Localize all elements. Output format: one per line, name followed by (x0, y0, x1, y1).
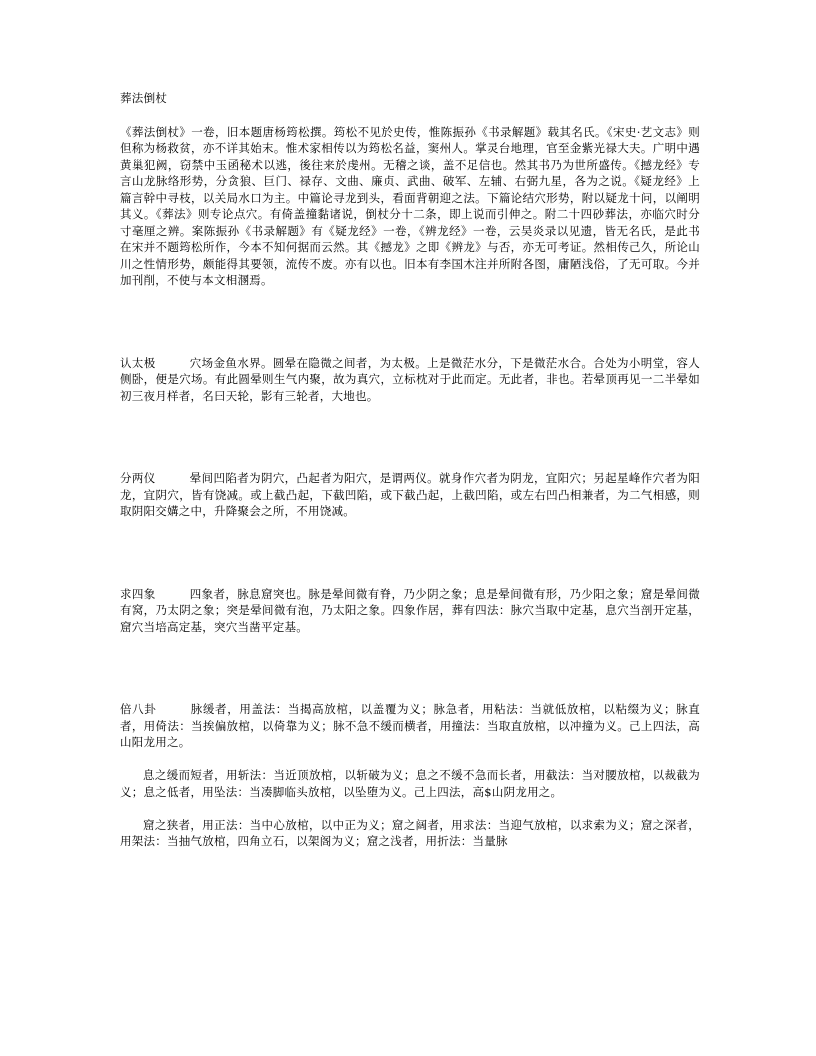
section-heading: 分两仪 (120, 471, 156, 485)
section-paragraph (120, 470, 700, 520)
section-fen-liang-yi (120, 470, 700, 520)
section-paragraph (120, 701, 700, 751)
intro-paragraph: 《葬法倒杖》一卷，旧本题唐杨筠松撰。筠松不见於史传，惟陈振孙《书录解题》载其名氏。《宋史·艺文志》则但称为杨救贫，亦不详其始末。惟术家相传以为筠松名益，窦州人。掌灵台地理，官至金紫光禄大夫。广明中遇黄巢犯阙，窃禁中玉函秘术以逃，後往来於虔州。无稽之谈，盖不足信也。然其书乃为世所盛传。《撼龙经》专言山龙脉络形势，分贪狼、巨门、禄存、文曲、廉贞、武曲、破军、左辅、右弼九星，各为之说。《疑龙经》上篇言幹中寻枝，以关局水口为主。中篇论寻龙到头，看面背朝迎之法。下篇论结穴形势，附以疑龙十问，以阐明其义。《葬法》则专论点穴。有倚盖撞黏诸说，倒杖分十二条，即上说而引伸之。附二十四砂葬法，亦临穴时分寸毫厘之辨。案陈振孙《书录解题》有《疑龙经》一卷，《辨龙经》一卷，云吴炎录以见遗，皆无名氏，是此书在宋并不题筠松所作，今本不知何据而云然。其《撼龙》之即《辨龙》与否，亦无可考证。然相传己久，所论山川之性情形势，颇能得其要领，流传不废。亦有以也。旧本有李国木注并所附各图，庸陋浅俗，了无可取。今并加刊削，不使与本文相溷焉。 (120, 124, 700, 287)
section-bei-ba-gua (120, 701, 700, 850)
section-paragraph (120, 355, 700, 405)
sub-paragraph-spacer (120, 751, 700, 768)
sub-paragraph: 息之缓而短者，用斩法：当近顶放棺，以斩破为义；息之不缓不急而长者，用截法：当对腰放棺，以裁截为义；息之低者，用坠法：当凑脚临头放棺，以坠堕为义。己上四法，高$山阴龙用之。 (120, 768, 700, 799)
section-body: 穴场金鱼水界。圆晕在隐微之间者，为太极。上是微茫水分，下是微茫水合。合处为小明堂，容人侧卧，便是穴场。有此圆晕则生气内聚，故为真穴，立标枕对于此而定。无此者，非也。若晕顶再见一二半晕如初三夜月样者，名曰天轮，影有三轮者，大地也。 (120, 355, 700, 403)
section-ren-tai-ji (120, 355, 700, 405)
section-paragraph (120, 586, 700, 636)
section-spacer (120, 404, 700, 470)
section-heading: 倍八卦 (120, 702, 157, 716)
section-spacer (120, 289, 700, 355)
sub-paragraph: 窟之狭者，用正法：当中心放棺，以中正为义；窟之阔者，用求法：当迎气放棺，以求索为义；窟之深者，用架法：当抽气放棺，四角立石，以架阁为义；窟之浅者，用折法：当量脉 (120, 817, 700, 848)
section-spacer (120, 520, 700, 586)
section-spacer (120, 635, 700, 701)
sub-paragraph-spacer (120, 800, 700, 817)
section-qiu-si-xiang (120, 586, 700, 636)
section-body: 四象者，脉息窟突也。脉是晕间微有脊，乃少阴之象；息是晕间微有形，乃少阳之象；窟是晕间微有窝，乃太阴之象；突是晕间微有泡，乃太阳之象。四象作居，葬有四法：脉穴当取中定基，息穴当剖开定基，窟穴当培高定基，突穴当凿平定基。 (120, 586, 700, 634)
section-body: 脉缓者，用盖法：当揭高放棺，以盖覆为义；脉急者，用粘法：当就低放棺，以粘缀为义；脉直者，用倚法：当挨偏放棺，以倚靠为义；脉不急不缓而横者，用撞法：当取直放棺，以冲撞为义。己上四法，高山阳龙用之。 (120, 702, 701, 749)
title-spacer (120, 107, 700, 124)
section-body: 晕间凹陷者为阴穴，凸起者为阳穴，是谓两仪。就身作穴者为阴龙，宜阳穴；另起星峰作穴者为阳龙，宜阴穴，皆有饶减。或上截凸起，下截凹陷，或下截凸起，上截凹陷，或左右凹凸相兼者，为二气相感，则取阴阳交媾之中，升降聚会之所，不用饶减。 (120, 471, 700, 518)
section-heading: 认太极 (120, 355, 156, 370)
section-heading: 求四象 (120, 586, 156, 601)
page-title: 葬法倒杖 (120, 91, 168, 105)
document-content (120, 90, 700, 850)
